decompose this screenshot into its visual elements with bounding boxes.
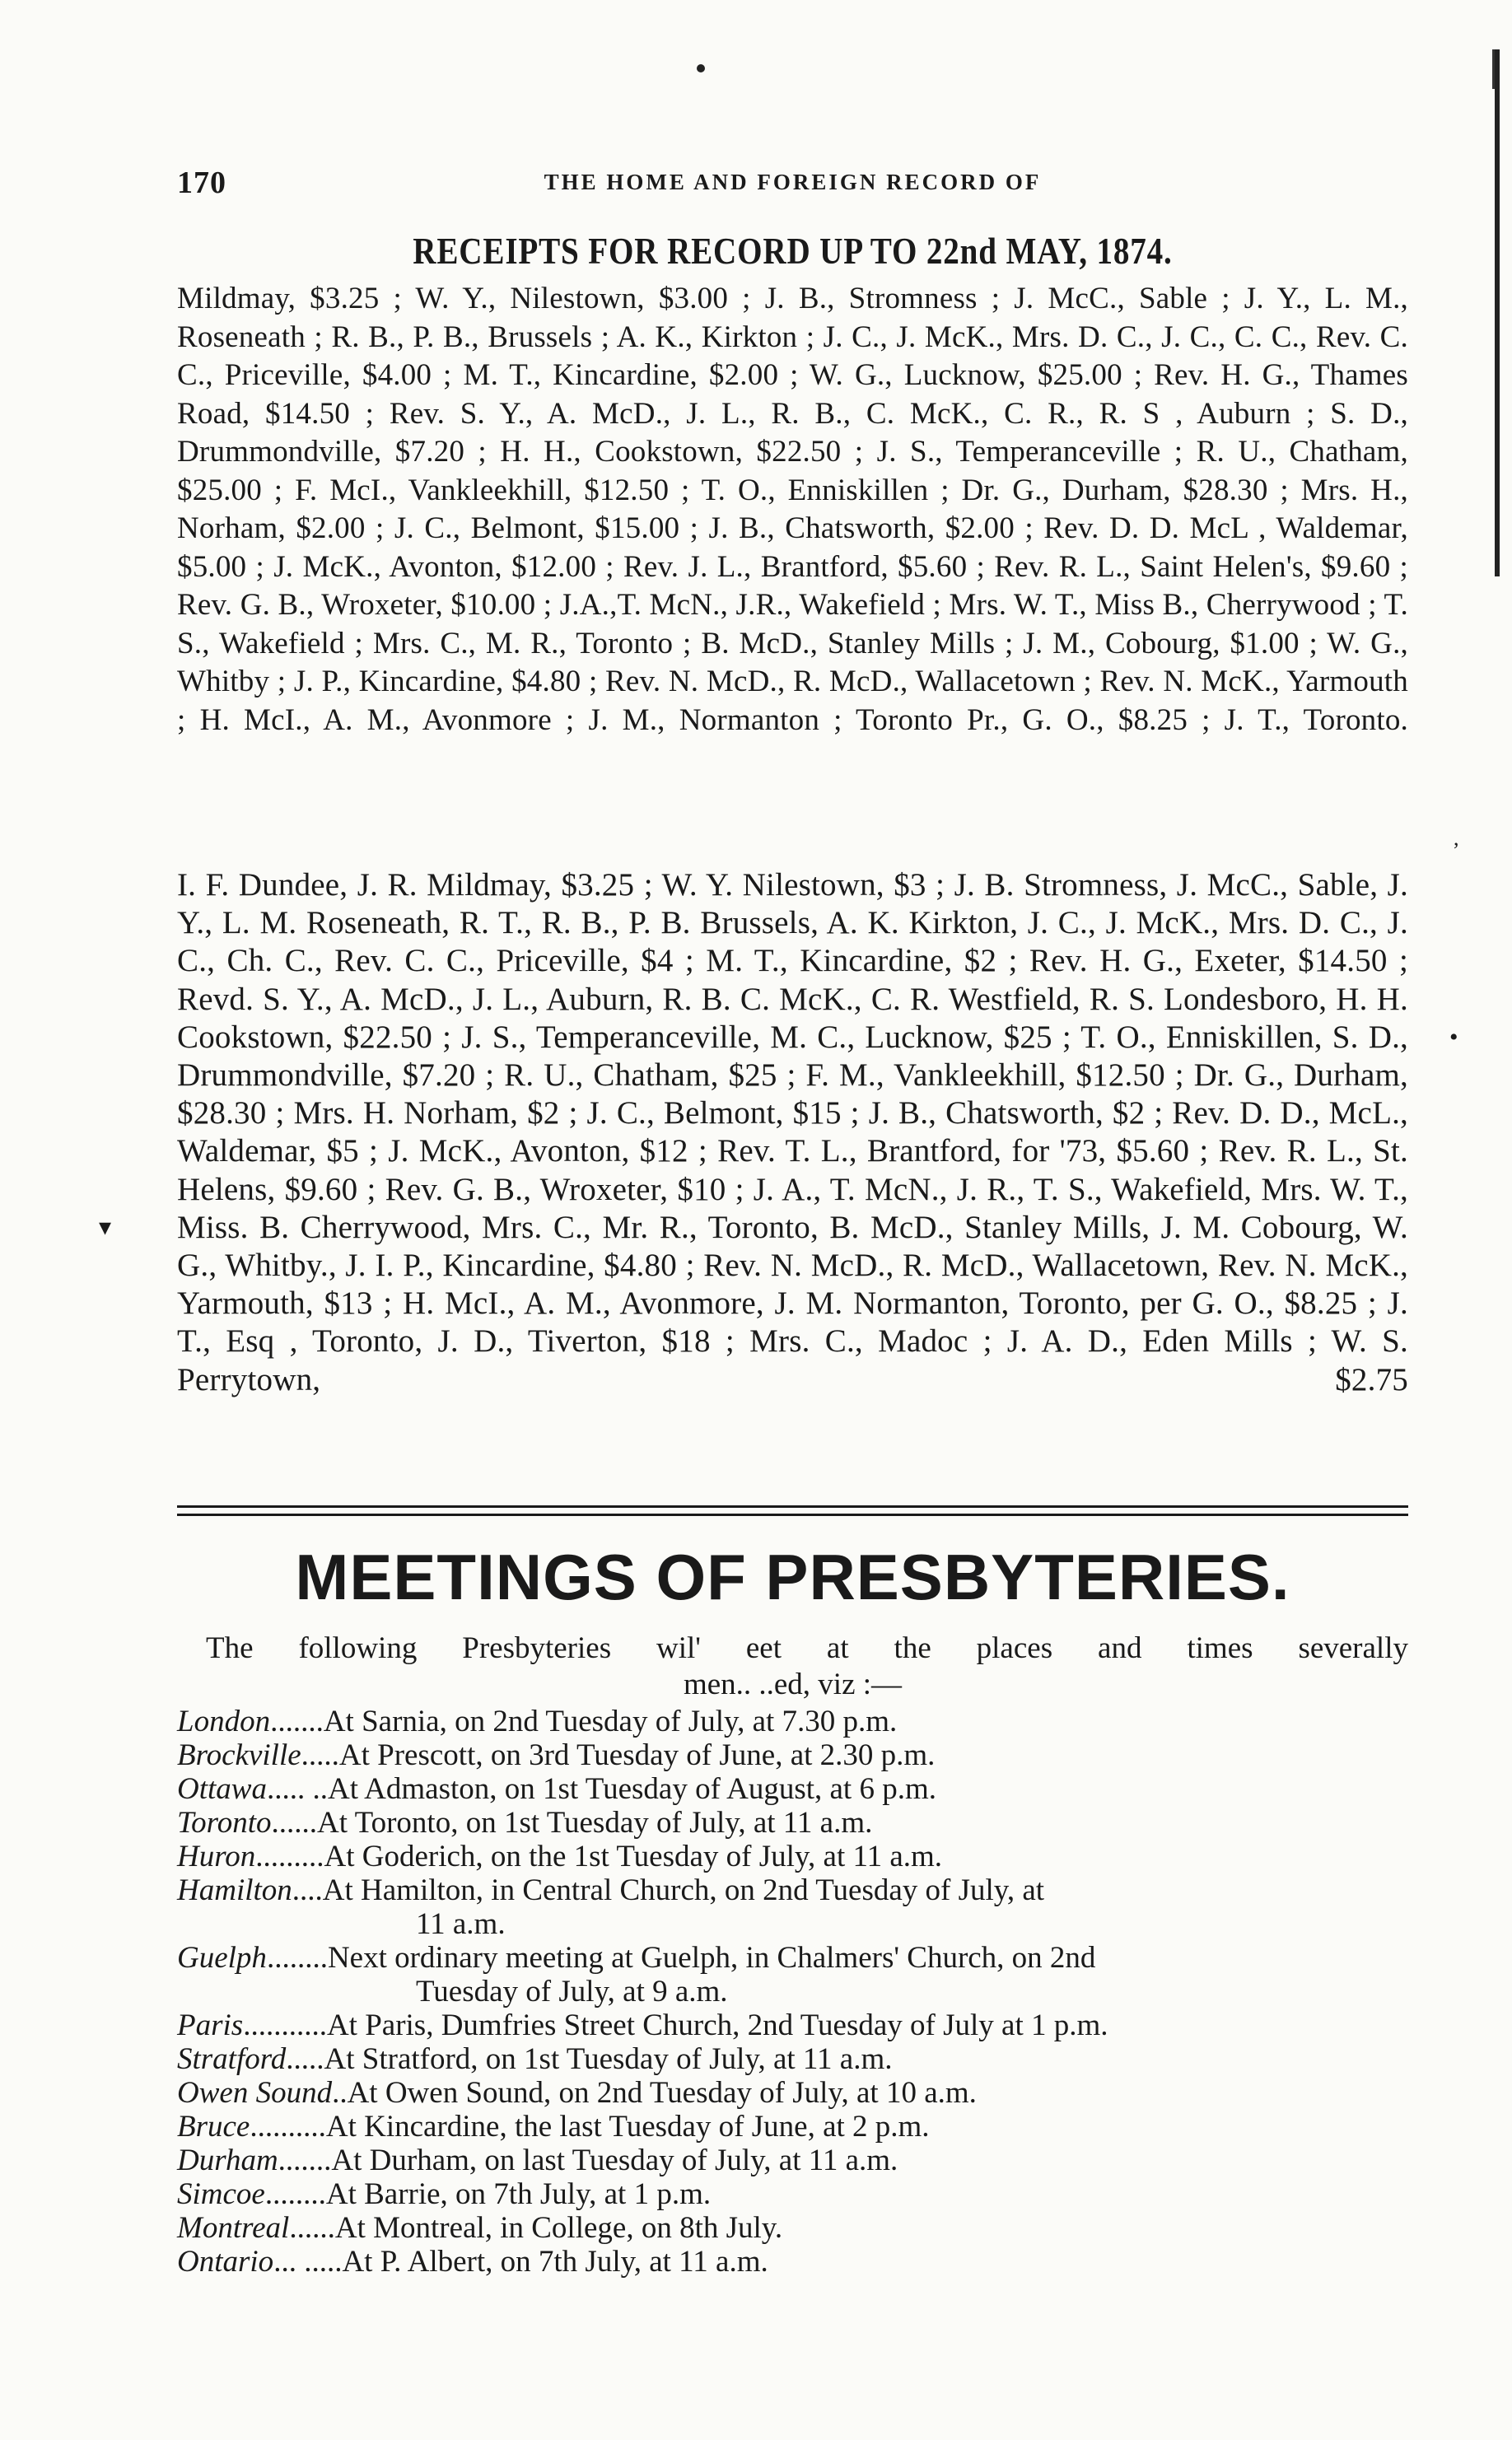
meeting-entry <box>177 2177 1408 2211</box>
margin-mark: ▾ <box>99 1214 112 1241</box>
dot-leader: ....... <box>278 2144 332 2177</box>
meeting-entry-row <box>177 2008 1408 2042</box>
meeting-details-continuation: Tuesday of July, at 9 a.m. <box>416 1975 728 2008</box>
dot-leader: ..... .. <box>266 1772 328 1806</box>
meeting-entry <box>177 2042 1408 2076</box>
meeting-details-continuation: 11 a.m. <box>416 1907 506 1941</box>
presbytery-meetings-list <box>177 1705 1408 2279</box>
meeting-details: At P. Albert, on 7th July, at 11 a.m. <box>342 2245 768 2279</box>
receipts-title: RECEIPTS FOR RECORD UP TO 22nd MAY, 1874. <box>413 230 1173 272</box>
meeting-details: At Kincardine, the last Tuesday of June, at 2 p.m. <box>325 2110 930 2144</box>
meeting-entry-row <box>177 1941 1408 1975</box>
receipts-paragraph-1: Mildmay, $3.25 ; W. Y., Nilestown, $3.00 ; J. B., Stromness ; J. McC., Sable ; J. Y., L. M., Roseneath ; R. B., P. B., Brussels ; A. K., Kirkton ; J. C., J. McK., Mrs. D. C., J. C., C. C., Rev. C. C., Priceville, $4.00 ; M. T., Kincardine, $2.00 ; W. G., Lucknow, $25.00 ; Rev. H. G., Thames Road, $14.50 ; Rev. S. Y., A. McD., J. L., R. B., C. McK., C. R., R. S , Auburn ; S. D., Drummondville, $7.20 ; H. H., Cookstown, $22.50 ; J. S., Temperanceville ; R. U., Chatham, $25.00 ; F. McI., Vankleekhill, $12.50 ; T. O., Enniskillen ; Dr. G., Durham, $28.30 ; Mrs. H., Norham, $2.00 ; J. C., Belmont, $15.00 ; J. B., Chatsworth, $2.00 ; Rev. D. D. McL , Waldemar, $5.00 ; J. McK., Avonton, $12.00 ; Rev. J. L., Brantford, $5.60 ; Rev. R. L., Saint Helen's, $9.60 ; Rev. G. B., Wroxeter, $10.00 ; J.A.,T. McN., J.R., Wakefield ; Mrs. W. T., Miss B., Cherrywood ; T. S., Wakefield ; Mrs. C., M. R., Toronto ; B. McD., Stanley Mills ; J. M., Cobourg, $1.00 ; W. G., Whitby ; J. P., Kincardine, $4.80 ; Rev. N. McD., R. McD., Wallacetown ; Rev. N. McK., Yarmouth ; H. McI., A. M., Avonmore ; J. M., Normanton ; Toronto Pr., G. O., $8.25 ; J. T., Toronto. <box>177 282 1408 737</box>
meeting-details: At Sarnia, on 2nd Tuesday of July, at 7.30 p.m. <box>323 1705 898 1738</box>
meeting-entry-row <box>177 2042 1408 2076</box>
dot-leader: ....... <box>270 1705 324 1738</box>
meeting-details: At Durham, on last Tuesday of July, at 11 a.m. <box>331 2144 898 2177</box>
running-head <box>177 165 1408 206</box>
presbytery-name: Guelph <box>177 1941 267 1975</box>
presbytery-name: Toronto <box>177 1806 272 1840</box>
meeting-entry <box>177 2076 1408 2110</box>
meeting-details: At Montreal, in College, on 8th July. <box>334 2211 783 2245</box>
meeting-details: At Goderich, on the 1st Tuesday of July, at 11 a.m. <box>324 1840 943 1873</box>
margin-mark-right: • <box>1449 1024 1458 1051</box>
meeting-entry-row <box>177 2211 1408 2245</box>
dot-leader: ........ <box>264 2177 326 2211</box>
meeting-entry <box>177 1873 1408 1941</box>
dot-leader: ...... <box>271 1806 317 1840</box>
meeting-entry-row <box>177 2177 1408 2211</box>
double-rule-top <box>177 1505 1408 1508</box>
meeting-entry-row <box>177 1772 1408 1806</box>
meeting-entry <box>177 1738 1408 1772</box>
dot-leader: ........ <box>266 1941 328 1975</box>
meeting-entry-row <box>177 2144 1408 2177</box>
meeting-entry <box>177 2144 1408 2177</box>
meeting-entry <box>177 1840 1408 1873</box>
presbytery-name: Huron <box>177 1840 256 1873</box>
meeting-details: Next ordinary meeting at Guelph, in Chalmers' Church, on 2nd <box>327 1941 1096 1975</box>
page-edge-mark <box>1495 49 1500 576</box>
meetings-title: MEETINGS OF PRESBYTERIES. <box>295 1541 1290 1613</box>
meeting-entry <box>177 2211 1408 2245</box>
meeting-entry-row <box>177 2076 1408 2110</box>
meeting-entry <box>177 2245 1408 2279</box>
meeting-details: At Stratford, on 1st Tuesday of July, at 11 a.m. <box>324 2042 893 2076</box>
page-edge-mark-top <box>1492 49 1495 89</box>
meetings-intro <box>177 1631 1408 1703</box>
meeting-details: At Prescott, on 3rd Tuesday of June, at 2.30 p.m. <box>338 1738 936 1772</box>
presbytery-name: Durham <box>177 2144 278 2177</box>
meeting-details: At Admaston, on 1st Tuesday of August, at 6 p.m. <box>327 1772 936 1806</box>
dot-leader: .... <box>292 1873 323 1907</box>
dot-leader: ..... <box>286 2042 324 2076</box>
dot-leader: ......... <box>255 1840 324 1873</box>
presbytery-name: London <box>177 1705 271 1738</box>
presbytery-name: Owen Sound <box>177 2076 333 2110</box>
meeting-entry-row <box>177 1873 1408 1907</box>
presbytery-name: Bruce <box>177 2110 250 2144</box>
dot-leader: ........... <box>243 2008 327 2042</box>
presbytery-name: Simcoe <box>177 2177 265 2211</box>
meeting-details: At Paris, Dumfries Street Church, 2nd Tuesday of July at 1 p.m. <box>326 2008 1108 2042</box>
meeting-entry <box>177 1806 1408 1840</box>
dot-leader: ...... <box>289 2211 335 2245</box>
page-number: 170 <box>177 166 226 200</box>
meeting-entry <box>177 2110 1408 2144</box>
meetings-intro-line-2: men.. ..ed, viz :— <box>683 1668 903 1701</box>
meeting-entry-row <box>177 1806 1408 1840</box>
meeting-entry <box>177 2008 1408 2042</box>
ink-dot <box>697 64 705 72</box>
meeting-entry-row <box>177 1840 1408 1873</box>
presbytery-name: Hamilton <box>177 1873 292 1907</box>
meeting-entry <box>177 1941 1408 2008</box>
presbytery-name: Ottawa <box>177 1772 267 1806</box>
meeting-entry-row <box>177 2245 1408 2279</box>
presbytery-name: Paris <box>177 2008 244 2042</box>
dot-leader: .......... <box>250 2110 326 2144</box>
meeting-entry <box>177 1772 1408 1806</box>
meeting-details: At Owen Sound, on 2nd Tuesday of July, at 10 a.m. <box>347 2076 977 2110</box>
running-head-title: THE HOME AND FOREIGN RECORD OF <box>544 170 1042 194</box>
dot-leader: ..... <box>301 1738 339 1772</box>
meetings-intro-line-1: The following Presbyteries wil' eet at the places and times severally <box>206 1631 1408 1665</box>
presbytery-name: Brockville <box>177 1738 301 1772</box>
meeting-entry-row <box>177 2110 1408 2144</box>
double-rule-bottom <box>177 1514 1408 1516</box>
receipts-paragraph-2: I. F. Dundee, J. R. Mildmay, $3.25 ; W. Y. Nilestown, $3 ; J. B. Stromness, J. McC., Sable, J. Y., L. M. Roseneath, R. T., R. B., P. B. Brussels, A. K. Kirkton, J. C., J. McK., Mrs. D. C., J. C., Ch. C., Rev. C. C., Priceville, $4 ; M. T., Kincardine, $2 ; Rev. H. G., Exeter, $14.50 ; Revd. S. Y., A. McD., J. L., Auburn, R. B. C. McK., C. R. Westfield, R. S. Londesboro, H. H. Cookstown, $22.50 ; J. S., Temperanceville, M. C., Lucknow, $25 ; T. O., Enniskillen, S. D., Drummondville, $7.20 ; R. U., Chatham, $25 ; F. M., Vankleekhill, $12.50 ; Dr. G., Durham, $28.30 ; Mrs. H. Norham, $2 ; J. C., Belmont, $15 ; J. B., Chatsworth, $2 ; Rev. D. D., McL., Waldemar, $5 ; J. McK., Avonton, $12 ; Rev. T. L., Brantford, for '73, $5.60 ; Rev. R. L., St. Helens, $9.60 ; Rev. G. B., Wroxeter, $10 ; J. A., T. McN., J. R., T. S., Wakefield, Mrs. W. T., Miss. B. Cherrywood, Mrs. C., Mr. R., Toronto, B. McD., Stanley Mills, J. M. Cobourg, W. G., Whitby., J. I. P., Kincardine, $4.80 ; Rev. N. McD., R. McD., Wallacetown, Rev. N. McK., Yarmouth, $13 ; H. McI., A. M., Avonmore, J. M. Normanton, Toronto, per G. O., $8.25 ; J. T., Esq , Toronto, J. D., Tiverton, $18 ; Mrs. C., Madoc ; J. A. D., Eden Mills ; W. S. Perrytown, $2.75 <box>177 867 1408 1397</box>
meeting-entry-row <box>177 1705 1408 1738</box>
meeting-entry <box>177 1705 1408 1738</box>
meeting-details: At Barrie, on 7th July, at 1 p.m. <box>325 2177 712 2211</box>
presbytery-name: Montreal <box>177 2211 290 2245</box>
presbytery-name: Stratford <box>177 2042 287 2076</box>
dot-leader: .. <box>332 2076 348 2110</box>
meeting-entry-row <box>177 1738 1408 1772</box>
margin-mark-comma: , <box>1454 826 1459 850</box>
meeting-details: At Toronto, on 1st Tuesday of July, at 11 a.m. <box>317 1806 873 1840</box>
presbytery-name: Ontario <box>177 2245 274 2279</box>
meeting-details: At Hamilton, in Central Church, on 2nd Tuesday of July, at <box>322 1873 1045 1907</box>
dot-leader: ... ..... <box>273 2245 343 2279</box>
